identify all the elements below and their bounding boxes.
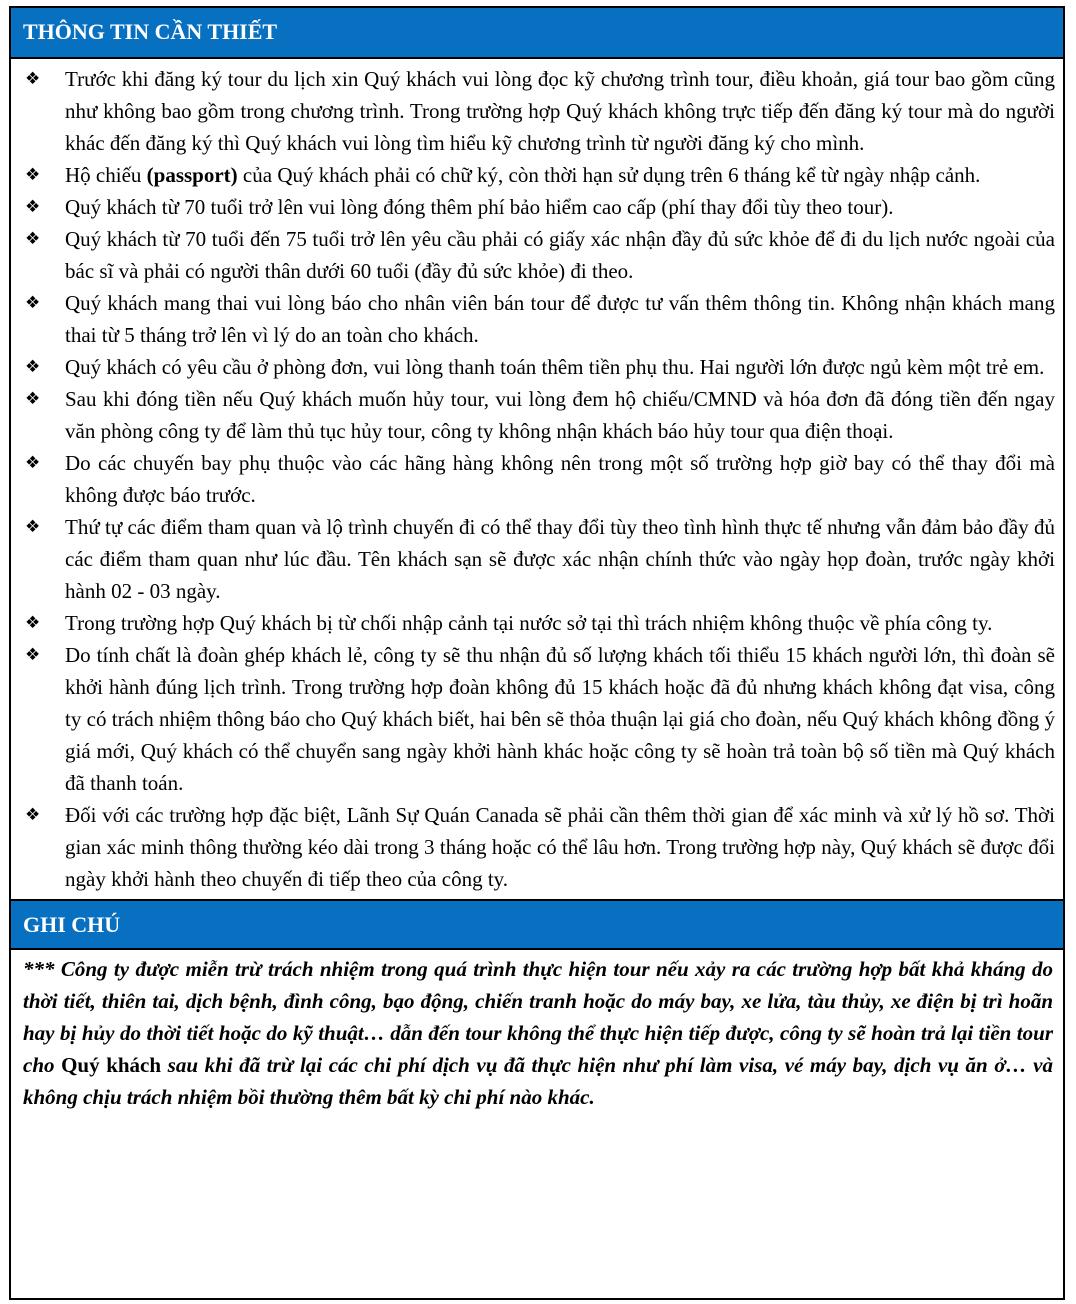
list-item [11, 287, 1055, 351]
section-header-required-info [11, 8, 1063, 59]
diamond-bullet-icon: ❖ [25, 229, 41, 249]
list-item-text: Trước khi đăng ký tour du lịch xin Quý khách vui lòng đọc kỹ chương trình tour, điều khoản, giá tour bao gồm cũng như không bao gồm trong chương trình. Trong trường hợp Quý khách không trực tiếp đến đăng ký tour mà do người khác đến đăng ký thì Quý khách vui lòng tìm hiểu kỹ chương trình từ người đăng ký cho mình. [65, 67, 1055, 155]
note-text-part1: *** Công ty được miễn trừ trách nhiệm trong quá trình thực hiện tour nếu xảy ra các trường hợp bất khả kháng do thời tiết, thiên tai, dịch bệnh, đình công, bạo động, chiến tranh hoặc do máy bay, xe lửa, tàu thủy, xe điện bị trì hoãn hay bị hủy do thời tiết hoặc do kỹ thuật… dẫn đến tour không thể thực hiện tiếp được, công ty sẽ hoàn trả lại tiền tour cho [23, 957, 1053, 1077]
list-item-text: Sau khi đóng tiền nếu Quý khách muốn hủy tour, vui lòng đem hộ chiếu/CMND và hóa đơn đã đóng tiền đến ngay văn phòng công ty để làm thủ tục hủy tour, công ty không nhận khách báo hủy tour qua điện thoại. [65, 387, 1055, 443]
list-item [11, 63, 1055, 159]
list-item [11, 447, 1055, 511]
list-item-text: Quý khách từ 70 tuổi đến 75 tuổi trở lên yêu cầu phải có giấy xác nhận đầy đủ sức khỏe để đi du lịch nước ngoài của bác sĩ và phải có người thân dưới 60 tuổi (đầy đủ sức khỏe) đi theo. [65, 227, 1055, 283]
note-text-part2: sau khi đã trừ lại các chi phí dịch vụ đã thực hiện như phí làm visa, vé máy bay, dịch vụ ăn ở… và không chịu trách nhiệm bồi thường thêm bất kỳ chi phí nào khác. [23, 1053, 1054, 1109]
diamond-bullet-icon: ❖ [25, 389, 41, 409]
list-item [11, 159, 1055, 191]
section-title: THÔNG TIN CẦN THIẾT [23, 19, 278, 44]
diamond-bullet-icon: ❖ [25, 357, 41, 377]
list-item-text-pre: Hộ chiếu [65, 163, 147, 187]
section-title: GHI CHÚ [23, 912, 121, 937]
list-item-text: Quý khách mang thai vui lòng báo cho nhân viên bán tour để được tư vấn thêm thông tin. Không nhận khách mang thai từ 5 tháng trở lên vì lý do an toàn cho khách. [65, 291, 1055, 347]
section-header-notes [11, 899, 1063, 950]
diamond-bullet-icon: ❖ [25, 645, 41, 665]
diamond-bullet-icon: ❖ [25, 69, 41, 89]
tour-info-document [9, 6, 1065, 1300]
passport-emphasis: (passport) [146, 163, 238, 187]
list-item [11, 639, 1055, 799]
list-item [11, 351, 1055, 383]
list-item-text: Do tính chất là đoàn ghép khách lẻ, công ty sẽ thu nhận đủ số lượng khách tối thiểu 15 khách người lớn, thì đoàn sẽ khởi hành đúng lịch trình. Trong trường hợp đoàn không đủ 15 khách hoặc đã đủ nhưng khách không đạt visa, công ty có trách nhiệm thông báo cho Quý khách biết, hai bên sẽ thỏa thuận lại giá cho đoàn, nếu Quý khách không đồng ý giá mới, Quý khách có thể chuyển sang ngày khởi hành khác hoặc công ty sẽ hoàn trả toàn bộ số tiền mà Quý khách đã thanh toán. [65, 643, 1055, 795]
note-text-upright: Quý khách [61, 1053, 162, 1077]
diamond-bullet-icon: ❖ [25, 293, 41, 313]
diamond-bullet-icon: ❖ [25, 613, 41, 633]
list-item [11, 191, 1055, 223]
diamond-bullet-icon: ❖ [25, 165, 41, 185]
disclaimer-note [11, 950, 1063, 1119]
list-item [11, 383, 1055, 447]
diamond-bullet-icon: ❖ [25, 517, 41, 537]
list-item [11, 511, 1055, 607]
list-item [11, 223, 1055, 287]
list-item-text: Do các chuyến bay phụ thuộc vào các hãng hàng không nên trong một số trường hợp giờ bay có thể thay đổi mà không được báo trước. [65, 451, 1055, 507]
diamond-bullet-icon: ❖ [25, 197, 41, 217]
list-item-text: Quý khách có yêu cầu ở phòng đơn, vui lòng thanh toán thêm tiền phụ thu. Hai người lớn được ngủ kèm một trẻ em. [65, 355, 1045, 379]
list-item-text: Đối với các trường hợp đặc biệt, Lãnh Sự Quán Canada sẽ phải cần thêm thời gian để xác minh và xử lý hồ sơ. Thời gian xác minh thông thường kéo dài trong 3 tháng hoặc có thể lâu hơn. Trong trường hợp này, Quý khách sẽ được đổi ngày khởi hành theo chuyến đi tiếp theo của công ty. [65, 803, 1055, 891]
list-item-text: Trong trường hợp Quý khách bị từ chối nhập cảnh tại nước sở tại thì trách nhiệm không thuộc về phía công ty. [65, 611, 993, 635]
list-item-text-post: của Quý khách phải có chữ ký, còn thời hạn sử dụng trên 6 tháng kể từ ngày nhập cảnh. [237, 163, 981, 187]
list-item-text: Thứ tự các điểm tham quan và lộ trình chuyến đi có thể thay đổi tùy theo tình hình thực tế nhưng vẫn đảm bảo đầy đủ các điểm tham quan như lúc đầu. Tên khách sạn sẽ được xác nhận chính thức vào ngày họp đoàn, trước ngày khởi hành 02 - 03 ngày. [65, 515, 1055, 603]
diamond-bullet-icon: ❖ [25, 453, 41, 473]
diamond-bullet-icon: ❖ [25, 805, 41, 825]
list-item [11, 607, 1055, 639]
list-item-text: Quý khách từ 70 tuổi trở lên vui lòng đóng thêm phí bảo hiểm cao cấp (phí thay đổi tùy theo tour). [65, 195, 894, 219]
list-item [11, 799, 1055, 895]
required-info-list [11, 59, 1063, 899]
